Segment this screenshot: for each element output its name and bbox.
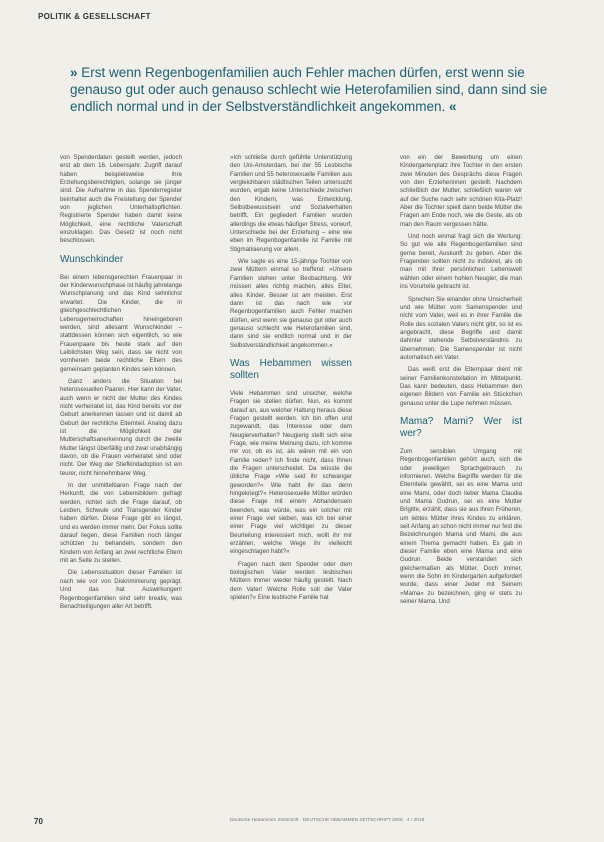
subheading-mama-mami: Mama? Mami? Wer ist wer? [400,415,522,439]
quote-open-mark: » [70,65,78,80]
section-header: POLITIK & GESELLSCHAFT [38,12,151,21]
column-2 [230,154,352,607]
paragraph: Wie sagte es eine 15-jährige Tochter von zwei Müttern einmal so treffend: »Unsere Familien stehen unter Beobachtung. Wir müssen alles richtig machen, alles Elter, alles Kinder. Besser ist am meisten. Erst dann ist das nach wie vor Regenbogenfamilien auch Fehler machen dürfen, erst wenn sie genauso gut oder auch genauso schlecht wie Heterofamilien sind, dann sind sie endlich normal und in der Selbstverständlichkeit angekommen.« [230,258,352,349]
page-number: 70 [34,817,43,826]
paragraph: Viele Hebammen sind unsicher, welche Fragen sie stellen dürfen. Nun, es kommt darauf an, aus welcher Haltung heraus diese Fragen gestellt werden. Ich bin offen und zugewandt, das Interesse oder dem Neugierverhalten? Neugierig stellt sich eine Frage, wie meine Meinung dazu, ich komme mir vor, ob es ist, als wären mit ein von Familie reden? Ich finde nicht, dass Ihnen die Fragen unterscheidet. Da wüsste die übliche Frage »Wie seid ihr schwanger geworden?« Wie habt ihr das denn hingekriegt?« Heterosexuelle Mütter würden diese Frage mit einem Abhandensein beenden, was würde, was ein solcher mit einer Frage viel sieben, was ich bei einer einer Frage viel wichtiger zu dieser Beurteilung interessiert mich, wollt ihr mir erzählen, welche Wege ihr vielleicht eingeschlagen habt?« [230,389,352,556]
paragraph: von ein der Bewerbung um einen Kindergartenplatz ihre Tochter in den ersten zwei Minuten des Gesprächs diese Fragen von den Erzieherinnen gestellt. Nachdem schließlich der Mutter, schließlich waren wir auf der Suche nach sehr schönen Kita-Platz! Aber die Tochter spielt dann beide Mütter die Fragen am Ende noch, wie die Geste, als ob man den Raum vergessen hätte. [400,154,522,228]
pull-quote [70,64,570,115]
paragraph: »Ich schließe durch gefühlte Unterstützung den Uni-Amsterdam, bei der 55 Lesbische Familien und 55 heterosexuelle Familien aus vergleichbaren städtischen Teilen untersucht wurden, ergab keine Unterschiede zwischen den Kindern, was Entwicklung, Selbstbewusstsein und Sozialverhalten betrifft. Ein gegliedert Familien wurden allerdings die etwas häufiger Stress, vorwurf, Unterschiede bei der Erziehung – eine wie eben im Regenbogenfamilie ist Familie mit Stigmatisierung vor allem. [230,154,352,253]
paragraph: Fragen nach dem Spender oder dem biologischen Vater werden lesbischen Müttern immer wieder häufig gestellt. Nach dem Vater! Welche Rolle soll der Vater spielen?« Eine lesbische Familie hat [230,560,352,602]
paragraph: Bei einem lebensgerechten Frauenpaar in der Kinderwunschphase ist häufig jahrelange Wunschplanung und das Kind sehnlichst erwartet. Die Kinder, die in gleichgeschlechtlichen Lebensgemeinschaften hineingeboren werden, sind allesamt Wunschkinder – stattdessen können sich eigentlich, so wie Frauenpaare bis heute stark auf den Leiblichsten Weg sein, dass sie nicht von vornherein beide rechtliche Eltern des gemeinsam geplanten Kindes sein können. [60,273,182,373]
quote-close-mark: « [448,99,457,114]
paragraph: In der unmittelbaren Frage nach der Herkunft, die von Lebensbildern gefragt werden, richtet sich die Frage darauf, ob Lesben, Schwule und Transgender Kinder haben dürfen. Diese Frage gibt es längst, und es werden immer mehr. Der Fokus sollte darauf liegen, diese Familien noch länger schützen zu behandeln, sondern den Kindern von Anfang an zwei rechtliche Eltern mit an Seite zu stellen. [60,482,182,565]
subheading-wunschkinder: Wunschkinder [60,253,124,265]
paragraph: Sprechen Sie einander ohne Unsicherheit und wie Mütter vom Samenspender und nicht vom Vater, weil es in ihrer Familie die Rolle des sozialen Vaters nicht gibt, so ist es angebracht, diese Begriffe und damit dahinter stehende Selbstverständnis zu übernehmen. Die Samenspender ist nicht automatisch ein Vater. [400,295,522,361]
paragraph: Zum sensiblen Umgang mit Regenbogenfamilien gehört auch, sich die oder jeweiligen Sprachgebrauch zu informieren. Welche Begriffe werden für die Elternteile gewählt, sei es eine Mama und eine Mami, oder doch lieber Mama Claudia und Mama Gudrun, sei es eine Mutter Brigitte, erzählt, dass sie aus ihren Früheren, um lebtes Mütter ihres Kindes zu erklären, seit Anfang an schon nicht immer nur fest die Bezeichnungen Mama und Mami, die aus einem Thema gemacht haben. Es gab in dieser Familie eben eine Mama und eine Gudrun. Beide verstanden sich gleichermaßen als Mütter. Doch immer, wenn die Sohn im Kindergarten aufgefordert wurde, dass einer Jeder mit Seinem »Mama« zu bezeichnen, ging er stets zu seiner Mama. Und [400,447,522,606]
column-3 [400,154,522,611]
column-1 [60,154,182,615]
paragraph: Die Lebenssituation dieser Familien ist nach wie vor von Diskriminierung geprägt. Und das hat Auswirkungen! Regenbogenfamilien sind sehr kreativ, was Benachteiligungen aller Art betrifft. [60,569,182,610]
quote-text: Erst wenn Regenbogenfamilien auch Fehler machen dürfen, erst wenn sie genauso gut oder auch genauso schlecht wie Heterofamilien sind, dann sind sie endlich normal und in der Selbstverständlichkeit angekommen. [70,65,548,114]
paragraph: Und noch einmal fragt sich die Wertung: So gut wie alle Regenbogenfamilien sind gerne bereit, Auskunft zu geben. Aber die Fragenden sollten nicht zu indiskret, als ob man mit ihrer persönlichen Lebenswelt wählen oder einem hohlen Neugier, die man ins Vorurteile gebracht ist. [400,233,522,291]
paragraph: von Spenderdaten gestellt werden, jedoch erst ab dem 16. Lebensjahr. Zugriff darauf haben beispielsweise ihre Erziehungsberechtigten, solange sie jünger sind. Die Aufnahme in das Spenderregister beinhaltet auch die Freistellung der Spender von jeglichen Unterhaltspflichten. Registrierte Spender haben damit keine Möglichkeit, eine rechtliche Vaterschaft einzuklagen. Das Gesetz ist noch nicht beschlossen. [60,154,182,245]
paragraph: Ganz anders die Situation bei heterosexuellen Paaren. Hier kann der Vater, auch wenn er nicht der Mutter des Kindes nicht verheiratet ist, das Kind bereits vor der Geburt anerkennen lassen und ist damit ab Geburt der rechtliche Elternteil. Analog dazu ist die Möglichkeit der Mutterschaftsanerkennung durch die zweite Mutter längst überfällig und zwar unabhängig davon, ob die Frauen verheiratet sind oder nicht. Der Weg der Stiefkindadoption ist ein teurer, nicht hinnehmbarer Weg. [60,377,182,477]
subheading-hebammen: Was Hebammen wissen sollten [230,357,352,381]
footer-source: Deutsche Hebammen Zeitschrift · DEUTSCHE HEBAMMEN ZEITSCHRIFT 2008 · 4 / 2018 [230,818,425,823]
paragraph: Das weiß erst die Elternpaar dient mit seiner Familienkonstellation im Mittelpunkt. Das kann bedeuten, dass Hebammen den eigenen Bildern von Familie ein Stückchen genauso unter die Lupe nehmen müssen. [400,366,522,407]
